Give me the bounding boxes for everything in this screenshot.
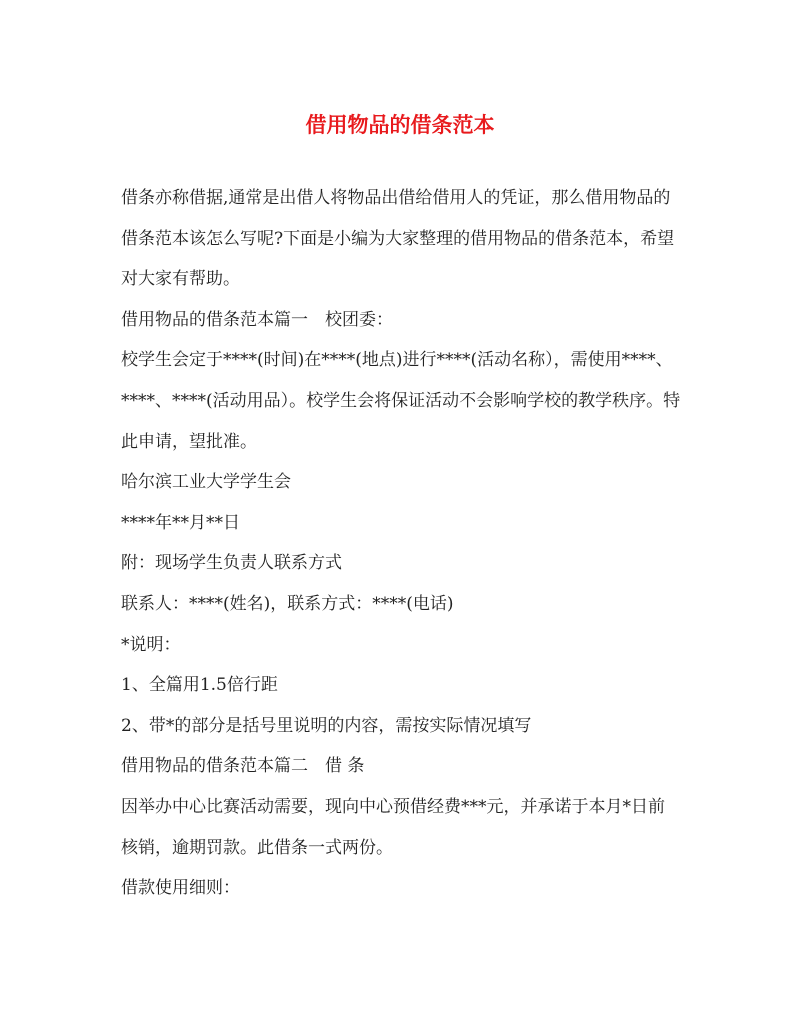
document-title: 借用物品的借条范本 <box>305 112 495 137</box>
intro-paragraph: 借条亦称借据,通常是出借人将物品出借给借用人的凭证，那么借用物品的借条范本该怎么写呢?下面是小编为大家整理的借用物品的借条范本，希望对大家有帮助。 <box>121 188 675 290</box>
note-item-2: 2、带*的部分是括号里说明的内容，需按实际情况填写 <box>121 715 532 736</box>
loan-rules-heading: 借款使用细则： <box>121 878 240 899</box>
section-two-heading: 借用物品的借条范本篇二 借 条 <box>121 756 365 777</box>
contact-line: 联系人：****(姓名)，联系方式：****(电话) <box>121 593 454 614</box>
section-one-heading: 借用物品的借条范本篇一 校团委： <box>121 309 393 330</box>
document-body <box>121 178 681 909</box>
notes-heading: *说明： <box>121 634 181 655</box>
attachment-note: 附：现场学生负责人联系方式 <box>121 553 342 574</box>
signature-organization: 哈尔滨工业大学学生会 <box>121 472 291 493</box>
application-paragraph: 校学生会定于****(时间)在****(地点)进行****(活动名称），需使用****、****、****(活动用品）。校学生会将保证活动不会影响学校的教学秩序。特此申请，望批准。 <box>121 350 681 452</box>
signature-date: ****年**月**日 <box>121 512 240 533</box>
note-item-1: 1、全篇用1.5倍行距 <box>121 675 278 696</box>
loan-paragraph: 因举办中心比赛活动需要，现向中心预借经费***元，并承诺于本月*日前核销，逾期罚款。此借条一式两份。 <box>121 796 665 858</box>
